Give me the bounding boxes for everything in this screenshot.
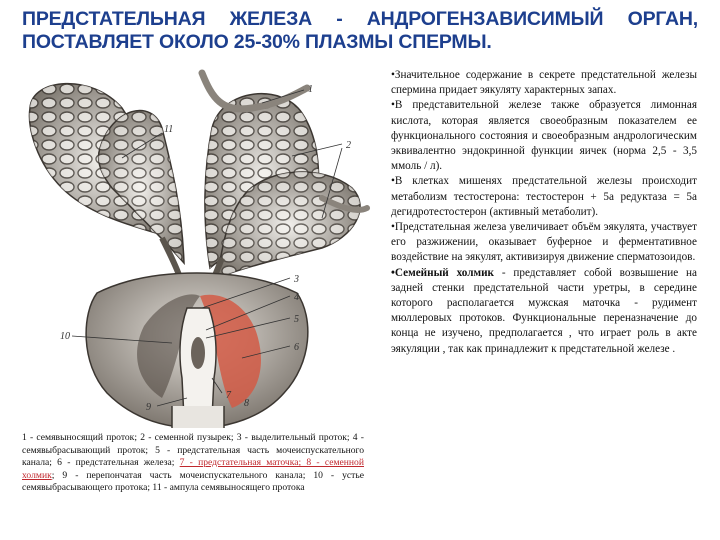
title-line-1: ПРЕДСТАТЕЛЬНАЯ ЖЕЛЕЗА - АНДРОГЕНЗАВИСИМЫЙ ОРГАН, [22,8,698,30]
bullet-term: •Семейный холмик [391,266,494,279]
title-line-2: ПОСТАВЛЯЕТ ОКОЛО 25-30% ПЛАЗМЫ СПЕРМЫ. [22,31,492,53]
figure-label: 6 [294,342,299,353]
prostate-illustration [22,68,382,428]
seminal-vesicles [29,73,367,278]
caption-text: 1 - семявыносящий проток; 2 - семенной пузырек; 3 - выделительный проток; 4 - семявыбрасывающий проток; 5 - предстательная часть мочеиспускательного канала; 6 - предстательная железа; [22,432,364,469]
bullet-item: •В клетках мишенях предстательной железы происходит метаболизм тестостерона: тестостерон + 5а редуктаза = 5а дегидротестостерон (активный метаболит). [391,175,697,218]
figure-label: 2 [346,140,351,151]
figure-label: 10 [60,331,70,342]
caption-text-end: ; 9 - перепончатая часть мочеиспускательного канала; 10 - устье семявыбрасывающего протока; 11 - ампула семявыносящего протока [22,469,364,494]
bullet-item [391,266,697,357]
bullet-item: •Предстательная железа увеличивает объём эякулята, участвует его разжижении, оказывает буферное и ферментативное воздействие на эякулят, активизируя движение сперматозоидов. [391,221,697,264]
prostate-gland [86,273,308,428]
figure-caption [22,432,364,495]
bullet-text: - представляет собой возвышение на задней стенки предстательной части уретры, в середине которого располагается мужская маточка - рудимент мюллеровых протоков. Функциональные переназначение до конца не изучено, предполагается , что играет роль в акте эякуляции , так как принадлежит к предстательной железе . [391,266,697,355]
figure-label: 3 [294,274,299,285]
figure-label: 7 [226,390,231,401]
bullet-item: •Значительное содержание в секрете предстательной железы спермина придает эякуляту характерных запах. [391,69,697,97]
figure-label: 5 [294,314,299,325]
bullet-list [391,68,697,357]
page-title [22,8,698,54]
figure-label: 9 [146,402,151,413]
bullet-item: •В представительной железе также образуется лимонная кислота, которая является своеобразным показателем ее функционального состояния и своеобразным андрологическим эквивалентно эндокринной функции яичек (норма 2,5 - 3,5 ммоль / л). [391,99,697,173]
figure-label: 8 [244,398,249,409]
figure-label: 11 [164,124,174,135]
figure-label: 1 [308,84,313,95]
caption-highlight: 7 - предстательная маточка; 8 - семенной холмик [22,457,364,481]
figure-label: 4 [294,292,299,303]
